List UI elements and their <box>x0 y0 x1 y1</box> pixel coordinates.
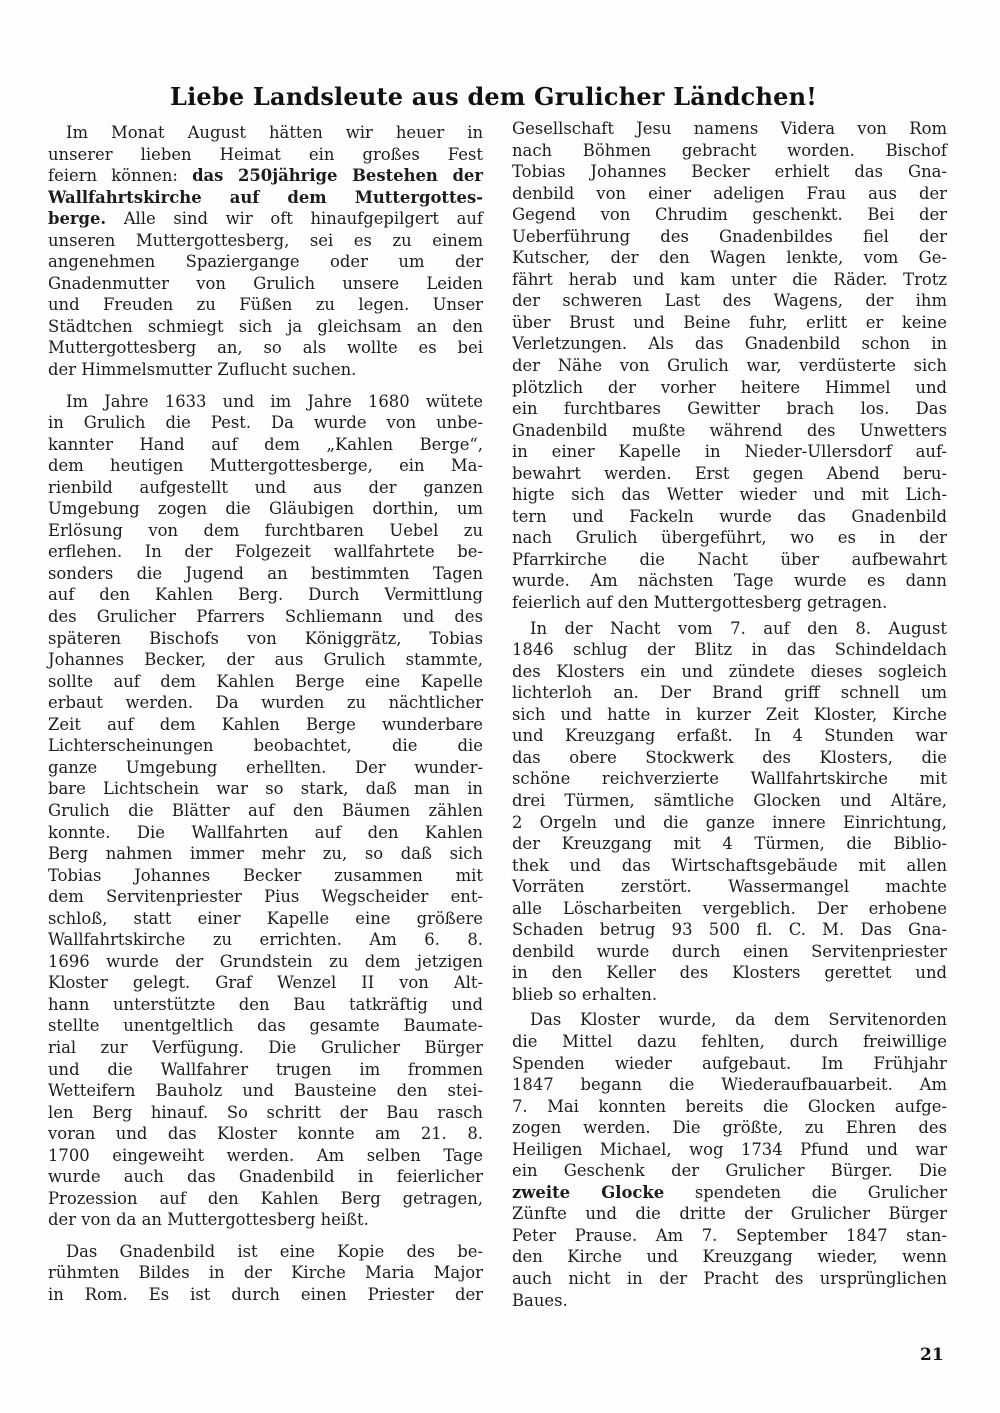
text-line: und die Wallfahrer trugen im frommen <box>48 1059 483 1079</box>
text-line: in Grulich die Pest. Da wurde von unbe- <box>48 413 483 433</box>
article-title: Liebe Landsleute aus dem Grulicher Ländchen! <box>170 82 817 111</box>
text-line: sonders die Jugend an bestimmten Tagen <box>48 563 483 583</box>
text-line: schöne reichverzierte Wallfahrtskirche mit <box>512 769 947 789</box>
text-line: plötzlich der vorher heitere Himmel und <box>512 377 947 397</box>
text-line: Ueberführung des Gnadenbildes fiel der <box>512 226 947 246</box>
text-line: nach Böhmen gebracht worden. Bischof <box>512 140 947 160</box>
text-line: der von da an Muttergottesberg heißt. <box>48 1210 369 1230</box>
text-run: spendeten die Grulicher <box>664 1182 948 1202</box>
text-line: rühmten Bildes in der Kirche Maria Major <box>48 1263 483 1283</box>
text-line: Im Jahre 1633 und im Jahre 1680 wütete <box>66 391 483 411</box>
text-line: schloß, statt einer Kapelle eine größere <box>48 908 483 928</box>
bold-emphasis: zweite Glocke <box>512 1182 665 1202</box>
text-line: unserer lieben Heimat ein großes Fest <box>48 144 483 164</box>
text-line: Umgebung zogen die Gläubigen dorthin, um <box>48 499 483 519</box>
text-line: in Rom. Es ist durch einen Priester der <box>48 1284 483 1304</box>
text-line: 1700 eingeweiht werden. Am selben Tage <box>48 1145 483 1165</box>
text-line: In der Nacht vom 7. auf den 8. August <box>530 618 947 638</box>
text-line: kannter Hand auf dem „Kahlen Berge“, <box>48 434 483 454</box>
text-line: erbaut werden. Da wurden zu nächtlicher <box>48 693 483 713</box>
text-line: und Kreuzgang erfaßt. In 4 Stunden war <box>512 726 947 746</box>
text-line: bewahrt werden. Erst gegen Abend beru- <box>512 463 947 483</box>
text-line <box>512 1182 947 1204</box>
paragraph-gnadenbild-continued <box>512 118 947 614</box>
text-run: Alle sind wir oft hinaufgepilgert auf <box>106 209 483 229</box>
paragraph-gnadenbild <box>48 1241 483 1306</box>
text-line: in einer Kapelle in Nieder-Ullersdorf auf- <box>512 442 947 462</box>
text-line: wurde. Am nächsten Tage wurde es dann <box>512 571 947 591</box>
text-line: auf den Kahlen Berg. Durch Vermittlung <box>48 585 483 605</box>
text-line: den Kirche und Kreuzgang wieder, wenn <box>512 1247 947 1267</box>
text-line: dem heutigen Muttergottesberge, ein Ma- <box>48 456 483 476</box>
text-run: feiern können: <box>48 166 193 186</box>
text-line: die Mittel dazu fehlten, durch freiwillige <box>512 1031 947 1051</box>
text-line: Muttergottesberg an, so als wollte es bei <box>48 338 483 358</box>
text-line: dem Servitenpriester Pius Wegscheider ent- <box>48 887 483 907</box>
text-line: 1847 begann die Wiederaufbauarbeit. Am <box>512 1075 947 1095</box>
text-line: der Kreuzgang mit 4 Türmen, die Biblio- <box>512 834 947 854</box>
text-line: Gegend von Chrudim geschenkt. Bei der <box>512 205 947 225</box>
text-line: Gesellschaft Jesu namens Videra von Rom <box>512 119 947 138</box>
text-line: hann unterstützte den Bau tatkräftig und <box>48 994 483 1014</box>
text-line: fährt herab und kam unter die Räder. Trotz <box>512 269 947 289</box>
text-line: 1696 wurde der Grundstein zu dem jetzigen <box>48 951 483 971</box>
paragraph-fire <box>512 618 947 1006</box>
right-column <box>512 118 947 1311</box>
text-line: sollte auf dem Kahlen Berge eine Kapelle <box>48 671 483 691</box>
text-line: Das Kloster wurde, da dem Servitenorden <box>530 1010 947 1030</box>
text-line: voran und das Kloster konnte am 21. 8. <box>48 1124 483 1144</box>
text-line: 1846 schlug der Blitz in das Schindeldach <box>512 640 947 660</box>
text-line: Gnadenbild mußte während des Unwetters <box>512 420 947 440</box>
text-line: Im Monat August hätten wir heuer in <box>66 123 483 142</box>
text-line: denbild von einer adeligen Frau aus der <box>512 183 947 203</box>
text-line: Wallfahrtskirche zu errichten. Am 6. 8. <box>48 930 483 950</box>
text-line: Tobias Johannes Becker zusammen mit <box>48 865 483 885</box>
text-line: Peter Prause. Am 7. September 1847 stan- <box>512 1225 947 1245</box>
text-line: sich und hatte in kurzer Zeit Kloster, Kirche <box>512 704 947 724</box>
paragraph-gap <box>48 381 483 391</box>
text-line: des Grulicher Pfarrers Schliemann und des <box>48 607 483 627</box>
text-line: drei Türmen, sämtliche Glocken und Altäre, <box>512 790 947 810</box>
text-line: Johannes Becker, der aus Grulich stammte, <box>48 650 483 670</box>
text-line: Grulich die Blätter auf den Bäumen zählen <box>48 800 483 820</box>
paragraph-history <box>48 391 483 1231</box>
bold-emphasis: das 250jährige Bestehen der <box>192 166 483 186</box>
text-line: auch nicht in der Pracht des ursprünglichen <box>512 1268 947 1288</box>
text-line: Kloster gelegt. Graf Wenzel II von Alt- <box>48 973 483 993</box>
text-line: rienbild aufgestellt und aus der ganzen <box>48 477 483 497</box>
text-line: der Nähe von Grulich war, verdüsterte sich <box>512 356 947 376</box>
text-line: Kutscher, der den Wagen lenkte, vom Ge- <box>512 248 947 268</box>
text-line: 2 Orgeln und die ganze innere Einrichtung, <box>512 812 947 832</box>
text-line: Das Gnadenbild ist eine Kopie des be- <box>66 1241 483 1261</box>
text-line: und Freuden zu Füßen zu legen. Unser <box>48 295 483 315</box>
text-line: Lichterscheinungen beobachtet, die die <box>48 736 483 756</box>
text-line: alle Löscharbeiten vergeblich. Der erhobene <box>512 898 947 918</box>
text-line: Zeit auf dem Kahlen Berge wunderbare <box>48 714 483 734</box>
text-line: späteren Bischofs von Königgrätz, Tobias <box>48 628 483 648</box>
page-number: 21 <box>920 1345 944 1365</box>
text-line: len Berg hinauf. So schritt der Bau rasch <box>48 1102 483 1122</box>
text-line: rial zur Verfügung. Die Grulicher Bürger <box>48 1037 483 1057</box>
text-line: Berg nahmen immer mehr zu, so daß sich <box>48 844 483 864</box>
text-line: denbild wurde durch einen Servitenpriester <box>512 941 947 961</box>
text-line: bare Lichtschein war so stark, daß man in <box>48 779 483 799</box>
text-line: stellte unentgeltlich das gesamte Baumate- <box>48 1016 483 1036</box>
text-line: Schaden betrug 93 500 fl. C. M. Das Gna- <box>512 920 947 940</box>
text-line: wurde auch das Gnadenbild in feierlicher <box>48 1167 483 1187</box>
text-line: Tobias Johannes Becker erhielt das Gna- <box>512 162 947 182</box>
text-line: konnte. Die Wallfahrten auf den Kahlen <box>48 822 483 842</box>
text-line <box>48 187 483 209</box>
text-line: Verletzungen. Als das Gnadenbild schon in <box>512 334 947 354</box>
text-line: higte sich das Wetter wieder und mit Lich- <box>512 485 947 505</box>
paragraph-gap <box>48 1231 483 1241</box>
text-line: das obere Stockwerk des Klosters, die <box>512 747 947 767</box>
text-line <box>48 208 483 230</box>
text-line: der Himmelsmutter Zuflucht suchen. <box>48 360 357 380</box>
text-line: ganze Umgebung erhellten. Der wunder- <box>48 757 483 777</box>
text-line: ein furchtbares Gewitter brach los. Das <box>512 399 947 419</box>
text-line: erflehen. In der Folgezeit wallfahrtete be- <box>48 542 483 562</box>
text-line: unseren Muttergottesberg, sei es zu einem <box>48 230 483 250</box>
paragraph-festival <box>48 122 483 381</box>
text-line: lichterloh an. Der Brand griff schnell um <box>512 683 947 703</box>
text-line: Erlösung von dem furchtbaren Uebel zu <box>48 520 483 540</box>
text-line: Zünfte und die dritte der Grulicher Bürger <box>512 1204 947 1224</box>
bold-emphasis: Wallfahrtskirche auf dem Muttergottes- <box>48 187 483 207</box>
text-line: nach Grulich übergeführt, wo es in der <box>512 528 947 548</box>
text-line: der schweren Last des Wagens, der ihm <box>512 291 947 311</box>
text-line: feierlich auf den Muttergottesberg getragen. <box>512 593 888 613</box>
text-line: Spenden wieder aufgebaut. Im Frühjahr <box>512 1053 947 1073</box>
text-line: blieb so erhalten. <box>512 984 658 1004</box>
text-line: Prozession auf den Kahlen Berg getragen, <box>48 1188 483 1208</box>
text-line: tern und Fackeln wurde das Gnadenbild <box>512 506 947 526</box>
text-line: ein Geschenk der Grulicher Bürger. Die <box>512 1161 947 1181</box>
bold-emphasis: berge. <box>48 209 107 229</box>
text-line: Gnadenmutter von Grulich unsere Leiden <box>48 273 483 293</box>
text-line: über Brust und Beine fuhr, erlitt er keine <box>512 312 947 332</box>
text-line: Wetteifern Bauholz und Bausteine den stei- <box>48 1081 483 1101</box>
paragraph-rebuilding <box>512 1009 947 1311</box>
text-line: angenehmen Spaziergange oder um der <box>48 252 483 272</box>
left-column <box>48 122 483 1306</box>
text-line: zogen werden. Die größte, zu Ehren des <box>512 1118 947 1138</box>
text-line: in den Keller des Klosters gerettet und <box>512 963 947 983</box>
text-line: Städtchen schmiegt sich ja gleichsam an den <box>48 316 483 336</box>
text-line: thek und das Wirtschaftsgebäude mit allen <box>512 855 947 875</box>
text-line: Pfarrkirche die Nacht über aufbewahrt <box>512 549 947 569</box>
text-line: 7. Mai konnten bereits die Glocken aufge- <box>512 1096 947 1116</box>
text-line <box>48 165 483 187</box>
text-line: Vorräten zerstört. Wassermangel machte <box>512 877 947 897</box>
text-line: des Klosters ein und zündete dieses sogleich <box>512 661 947 681</box>
text-line: Baues. <box>512 1290 568 1310</box>
text-line: Heiligen Michael, wog 1734 Pfund und war <box>512 1139 947 1159</box>
